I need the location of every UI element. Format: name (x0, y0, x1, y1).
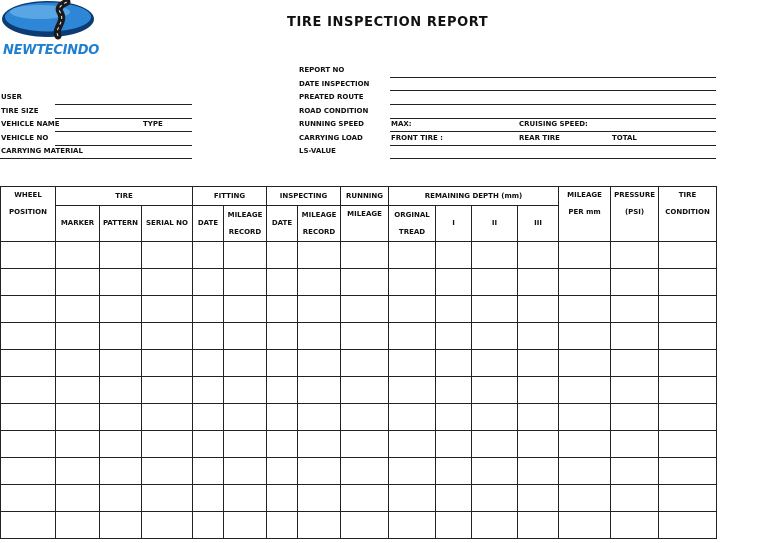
table-cell[interactable] (341, 431, 389, 458)
table-cell[interactable] (472, 323, 518, 350)
table-cell[interactable] (436, 242, 472, 269)
table-cell[interactable] (1, 404, 56, 431)
table-row (1, 296, 717, 323)
table-cell[interactable] (611, 350, 659, 377)
table-cell[interactable] (298, 377, 341, 404)
table-cell[interactable] (100, 350, 142, 377)
table-cell[interactable] (100, 485, 142, 512)
table-cell[interactable] (56, 458, 100, 485)
table-cell[interactable] (1, 350, 56, 377)
table-cell[interactable] (298, 269, 341, 296)
table-cell[interactable] (298, 350, 341, 377)
table-cell[interactable] (267, 512, 298, 539)
table-cell[interactable] (559, 296, 611, 323)
table-cell[interactable] (472, 512, 518, 539)
user-line (55, 104, 192, 105)
table-cell[interactable] (56, 296, 100, 323)
ls-value-label: LS-VALUE (299, 147, 336, 155)
table-cell[interactable] (224, 458, 267, 485)
table-cell[interactable] (659, 485, 717, 512)
road-condition-line (390, 118, 716, 119)
date-inspection-label: DATE INSPECTION (299, 80, 370, 88)
table-cell[interactable] (142, 296, 193, 323)
table-cell[interactable] (100, 458, 142, 485)
table-cell[interactable] (100, 296, 142, 323)
pattern-header: PATTERN (100, 206, 142, 242)
inspecting-header: INSPECTING (267, 187, 341, 206)
serial-no-header: SERIAL NO (142, 206, 193, 242)
table-cell[interactable] (100, 512, 142, 539)
table-cell[interactable] (1, 269, 56, 296)
table-cell[interactable] (267, 269, 298, 296)
table-cell[interactable] (100, 377, 142, 404)
table-cell[interactable] (224, 242, 267, 269)
table-cell[interactable] (1, 431, 56, 458)
date-inspection-line (390, 90, 716, 91)
running-speed-label: RUNNING SPEED (299, 120, 364, 128)
table-cell[interactable] (518, 242, 559, 269)
table-cell[interactable] (472, 485, 518, 512)
table-cell[interactable] (472, 296, 518, 323)
table-cell[interactable] (611, 458, 659, 485)
rear-tire-label: REAR TIRE (519, 134, 560, 142)
max-speed-label: MAX: (391, 120, 412, 128)
table-cell[interactable] (472, 404, 518, 431)
table-cell[interactable] (193, 458, 224, 485)
table-row (1, 458, 717, 485)
fitting-mileage-record-header: MILEAGE RECORD (224, 206, 267, 242)
table-cell[interactable] (56, 269, 100, 296)
table-cell[interactable] (518, 377, 559, 404)
table-cell[interactable] (611, 377, 659, 404)
inspecting-date-header: DATE (267, 206, 298, 242)
table-row (1, 350, 717, 377)
original-tread-header: ORGINAL TREAD (389, 206, 436, 242)
table-cell[interactable] (559, 377, 611, 404)
table-cell[interactable] (389, 242, 436, 269)
table-row (1, 512, 717, 539)
preated-route-line (390, 104, 716, 105)
vehicle-name-line (55, 131, 192, 132)
table-cell[interactable] (389, 458, 436, 485)
table-cell[interactable] (193, 512, 224, 539)
table-cell[interactable] (267, 485, 298, 512)
table-cell[interactable] (559, 269, 611, 296)
table-cell[interactable] (389, 377, 436, 404)
table-cell[interactable] (100, 431, 142, 458)
table-cell[interactable] (518, 296, 559, 323)
table-cell[interactable] (224, 296, 267, 323)
table-cell[interactable] (436, 404, 472, 431)
table-cell[interactable] (341, 404, 389, 431)
preated-route-label: PREATED ROUTE (299, 93, 364, 101)
table-cell[interactable] (193, 431, 224, 458)
table-cell[interactable] (436, 485, 472, 512)
table-cell[interactable] (224, 323, 267, 350)
table-cell[interactable] (224, 269, 267, 296)
table-cell[interactable] (611, 485, 659, 512)
table-cell[interactable] (389, 485, 436, 512)
table-cell[interactable] (142, 512, 193, 539)
table-cell[interactable] (193, 350, 224, 377)
table-cell[interactable] (436, 296, 472, 323)
table-cell[interactable] (56, 485, 100, 512)
mileage-per-mm-header: MILEAGE PER mm (559, 187, 611, 242)
table-cell[interactable] (659, 296, 717, 323)
table-cell[interactable] (1, 242, 56, 269)
table-cell[interactable] (472, 269, 518, 296)
table-cell[interactable] (659, 269, 717, 296)
table-cell[interactable] (518, 485, 559, 512)
user-label: USER (1, 93, 22, 101)
table-cell[interactable] (341, 458, 389, 485)
table-cell[interactable] (518, 323, 559, 350)
table-cell[interactable] (1, 485, 56, 512)
vehicle-no-label: VEHICLE NO (1, 134, 49, 142)
tire-header: TIRE (56, 187, 193, 206)
table-cell[interactable] (142, 404, 193, 431)
table-row (1, 242, 717, 269)
table-cell[interactable] (559, 242, 611, 269)
marker-header: MARKER (56, 206, 100, 242)
carrying-load-label: CARRYING LOAD (299, 134, 363, 142)
table-cell[interactable] (56, 431, 100, 458)
table-cell[interactable] (611, 404, 659, 431)
table-cell[interactable] (389, 350, 436, 377)
table-cell[interactable] (298, 296, 341, 323)
table-cell[interactable] (659, 431, 717, 458)
table-cell[interactable] (267, 242, 298, 269)
table-cell[interactable] (518, 404, 559, 431)
table-cell[interactable] (611, 269, 659, 296)
table-cell[interactable] (341, 296, 389, 323)
table-cell[interactable] (389, 269, 436, 296)
table-cell[interactable] (56, 377, 100, 404)
table-cell[interactable] (389, 323, 436, 350)
table-cell[interactable] (659, 323, 717, 350)
table-cell[interactable] (298, 512, 341, 539)
table-cell[interactable] (518, 458, 559, 485)
table-cell[interactable] (267, 296, 298, 323)
table-cell[interactable] (436, 377, 472, 404)
table-cell[interactable] (142, 458, 193, 485)
wheel-position-header: WHEEL POSITION (1, 187, 56, 242)
table-cell[interactable] (1, 377, 56, 404)
table-cell[interactable] (1, 296, 56, 323)
table-cell[interactable] (142, 242, 193, 269)
table-cell[interactable] (341, 269, 389, 296)
table-cell[interactable] (472, 458, 518, 485)
table-cell[interactable] (298, 242, 341, 269)
table-cell[interactable] (56, 242, 100, 269)
table-cell[interactable] (1, 323, 56, 350)
depth-i-header: I (436, 206, 472, 242)
inspecting-mileage-record-header: MILEAGE RECORD (298, 206, 341, 242)
table-cell[interactable] (659, 404, 717, 431)
table-cell[interactable] (100, 269, 142, 296)
table-cell[interactable] (472, 242, 518, 269)
ls-value-line (390, 158, 716, 159)
table-cell[interactable] (142, 485, 193, 512)
table-cell[interactable] (611, 431, 659, 458)
table-cell[interactable] (659, 350, 717, 377)
table-cell[interactable] (142, 269, 193, 296)
table-cell[interactable] (518, 512, 559, 539)
table-cell[interactable] (611, 242, 659, 269)
table-cell[interactable] (298, 404, 341, 431)
cruising-speed-label: CRUISING SPEED: (519, 120, 588, 128)
remaining-depth-header: REMAINING DEPTH (mm) (389, 187, 559, 206)
table-cell[interactable] (267, 377, 298, 404)
table-cell[interactable] (559, 323, 611, 350)
table-cell[interactable] (56, 512, 100, 539)
depth-iii-header: III (518, 206, 559, 242)
carrying-material-line (0, 158, 192, 159)
table-cell[interactable] (611, 296, 659, 323)
fitting-date-header: DATE (193, 206, 224, 242)
table-cell[interactable] (518, 350, 559, 377)
table-cell[interactable] (1, 458, 56, 485)
table-cell[interactable] (224, 431, 267, 458)
table-cell[interactable] (341, 512, 389, 539)
carrying-load-line (390, 145, 716, 146)
table-cell[interactable] (100, 323, 142, 350)
table-cell[interactable] (193, 377, 224, 404)
table-cell[interactable] (56, 323, 100, 350)
table-cell[interactable] (267, 404, 298, 431)
table-cell[interactable] (142, 377, 193, 404)
table-cell[interactable] (100, 242, 142, 269)
table-cell[interactable] (193, 269, 224, 296)
table-cell[interactable] (224, 512, 267, 539)
table-cell[interactable] (389, 296, 436, 323)
vehicle-no-line (55, 145, 192, 146)
table-cell[interactable] (193, 404, 224, 431)
table-row (1, 431, 717, 458)
table-cell[interactable] (193, 323, 224, 350)
table-cell[interactable] (341, 350, 389, 377)
carrying-material-label: CARRYING MATERIAL (1, 147, 83, 155)
table-cell[interactable] (436, 431, 472, 458)
table-cell[interactable] (298, 431, 341, 458)
table-cell[interactable] (389, 512, 436, 539)
table-cell[interactable] (436, 458, 472, 485)
type-label: TYPE (143, 120, 163, 128)
table-row (1, 269, 717, 296)
table-cell[interactable] (1, 512, 56, 539)
running-header: RUNNING (341, 187, 389, 206)
table-cell[interactable] (224, 377, 267, 404)
table-row (1, 485, 717, 512)
table-cell[interactable] (193, 485, 224, 512)
table-cell[interactable] (100, 404, 142, 431)
table-cell[interactable] (56, 404, 100, 431)
running-mileage-header: MILEAGE (341, 206, 389, 242)
table-cell[interactable] (559, 512, 611, 539)
table-cell[interactable] (559, 458, 611, 485)
tire-size-label: TIRE SIZE (1, 107, 39, 115)
table-cell[interactable] (142, 431, 193, 458)
depth-ii-header: II (472, 206, 518, 242)
running-speed-line (390, 131, 716, 132)
table-cell[interactable] (518, 431, 559, 458)
table-cell[interactable] (659, 458, 717, 485)
table-cell[interactable] (224, 404, 267, 431)
table-cell[interactable] (142, 350, 193, 377)
report-no-line (390, 77, 716, 78)
brand-name: NEWTECINDO (3, 43, 99, 58)
table-cell[interactable] (559, 485, 611, 512)
table-cell[interactable] (298, 458, 341, 485)
table-cell[interactable] (559, 431, 611, 458)
table-cell[interactable] (611, 323, 659, 350)
table-cell[interactable] (659, 377, 717, 404)
road-condition-label: ROAD CONDITION (299, 107, 369, 115)
table-cell[interactable] (193, 242, 224, 269)
table-cell[interactable] (193, 296, 224, 323)
table-cell[interactable] (224, 485, 267, 512)
vehicle-name-label: VEHICLE NAME (1, 120, 60, 128)
pressure-header: PRESSURE (PSI) (611, 187, 659, 242)
table-row (1, 323, 717, 350)
front-tire-label: FRONT TIRE : (391, 134, 443, 142)
table-cell[interactable] (267, 350, 298, 377)
table-row (1, 377, 717, 404)
table-cell[interactable] (224, 350, 267, 377)
table-cell[interactable] (472, 350, 518, 377)
inspection-table (0, 186, 717, 539)
table-cell[interactable] (611, 512, 659, 539)
table-cell[interactable] (341, 242, 389, 269)
table-cell[interactable] (436, 512, 472, 539)
table-cell[interactable] (472, 377, 518, 404)
table-cell[interactable] (298, 485, 341, 512)
table-cell[interactable] (436, 269, 472, 296)
total-label: TOTAL (612, 134, 637, 142)
table-cell[interactable] (559, 350, 611, 377)
table-cell[interactable] (389, 404, 436, 431)
report-no-label: REPORT NO (299, 66, 345, 74)
table-cell[interactable] (436, 323, 472, 350)
report-title: TIRE INSPECTION REPORT (287, 15, 489, 30)
tire-condition-header: TIRE CONDITION (659, 187, 717, 242)
table-cell[interactable] (472, 431, 518, 458)
table-cell[interactable] (298, 323, 341, 350)
table-cell[interactable] (142, 323, 193, 350)
table-cell[interactable] (659, 242, 717, 269)
fitting-header: FITTING (193, 187, 267, 206)
table-cell[interactable] (56, 350, 100, 377)
table-cell[interactable] (389, 431, 436, 458)
table-cell[interactable] (267, 458, 298, 485)
table-cell[interactable] (659, 512, 717, 539)
table-row (1, 404, 717, 431)
table-cell[interactable] (518, 269, 559, 296)
table-cell[interactable] (559, 404, 611, 431)
table-cell[interactable] (341, 323, 389, 350)
table-cell[interactable] (267, 323, 298, 350)
table-cell[interactable] (341, 485, 389, 512)
table-cell[interactable] (341, 377, 389, 404)
table-cell[interactable] (267, 431, 298, 458)
tire-size-line (55, 118, 192, 119)
table-cell[interactable] (436, 350, 472, 377)
